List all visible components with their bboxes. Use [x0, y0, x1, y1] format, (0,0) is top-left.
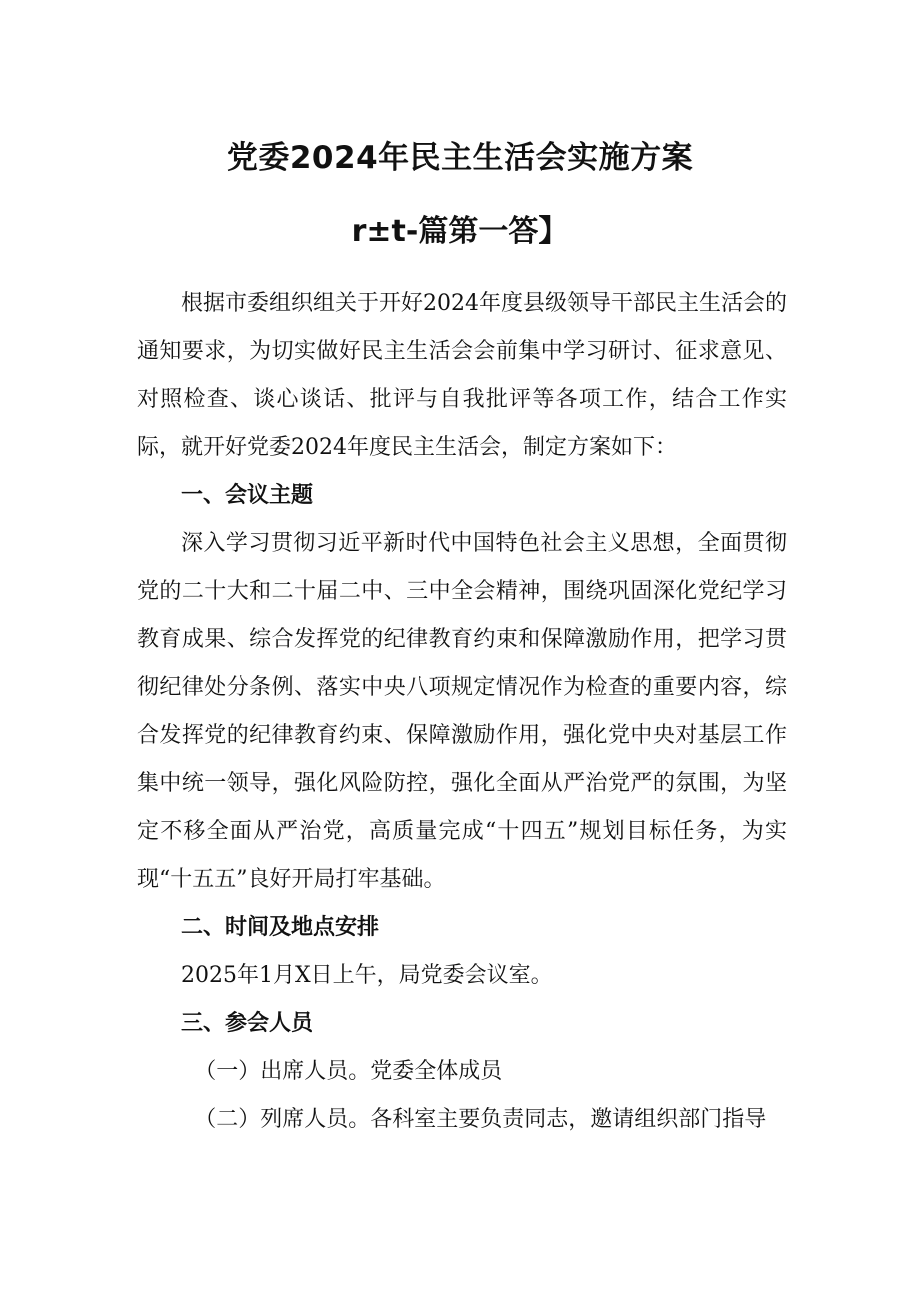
document-body — [137, 280, 787, 1144]
intro-paragraph: 根据市委组织组关于开好2024年度县级领导干部民主生活会的通知要求，为切实做好民主生活会会前集中学习研讨、征求意见、对照检查、谈心谈话、批评与自我批评等各项工作，结合工作实际，就开好党委2024年度民主生活会，制定方案如下： — [137, 291, 787, 460]
section-heading-attendees: 三、参会人员 — [181, 1011, 314, 1036]
section-text-theme: 深入学习贯彻习近平新时代中国特色社会主义思想，全面贯彻党的二十大和二十届二中、三中全会精神，围绕巩固深化党纪学习教育成果、综合发挥党的纪律教育约束和保障激励作用，把学习贯彻纪律处分条例、落实中央八项规定情况作为检查的重要内容，综合发挥党的纪律教育约束、保障激励作用，强化党中央对基层工作集中统一领导，强化风险防控，强化全面从严治党严的氛围，为坚定不移全面从严治党，高质量完成“十四五”规划目标任务，为实现“十五五”良好开局打牢基础。 — [137, 531, 787, 892]
document-title: 党委2024年民主生活会实施方案 — [226, 140, 694, 176]
document-subtitle: r±t-篇第一答】 — [351, 214, 569, 249]
attendees-item-present: （一）出席人员。党委全体成员 — [194, 1059, 503, 1084]
attendees-item-observers: （二）列席人员。各科室主要负责同志，邀请组织部门指导 — [194, 1107, 767, 1132]
section-text-time-place: 2025年1月X日上午，局党委会议室。 — [181, 963, 553, 988]
section-heading-time-place: 二、时间及地点安排 — [181, 915, 380, 940]
section-heading-theme: 一、会议主题 — [181, 483, 314, 508]
